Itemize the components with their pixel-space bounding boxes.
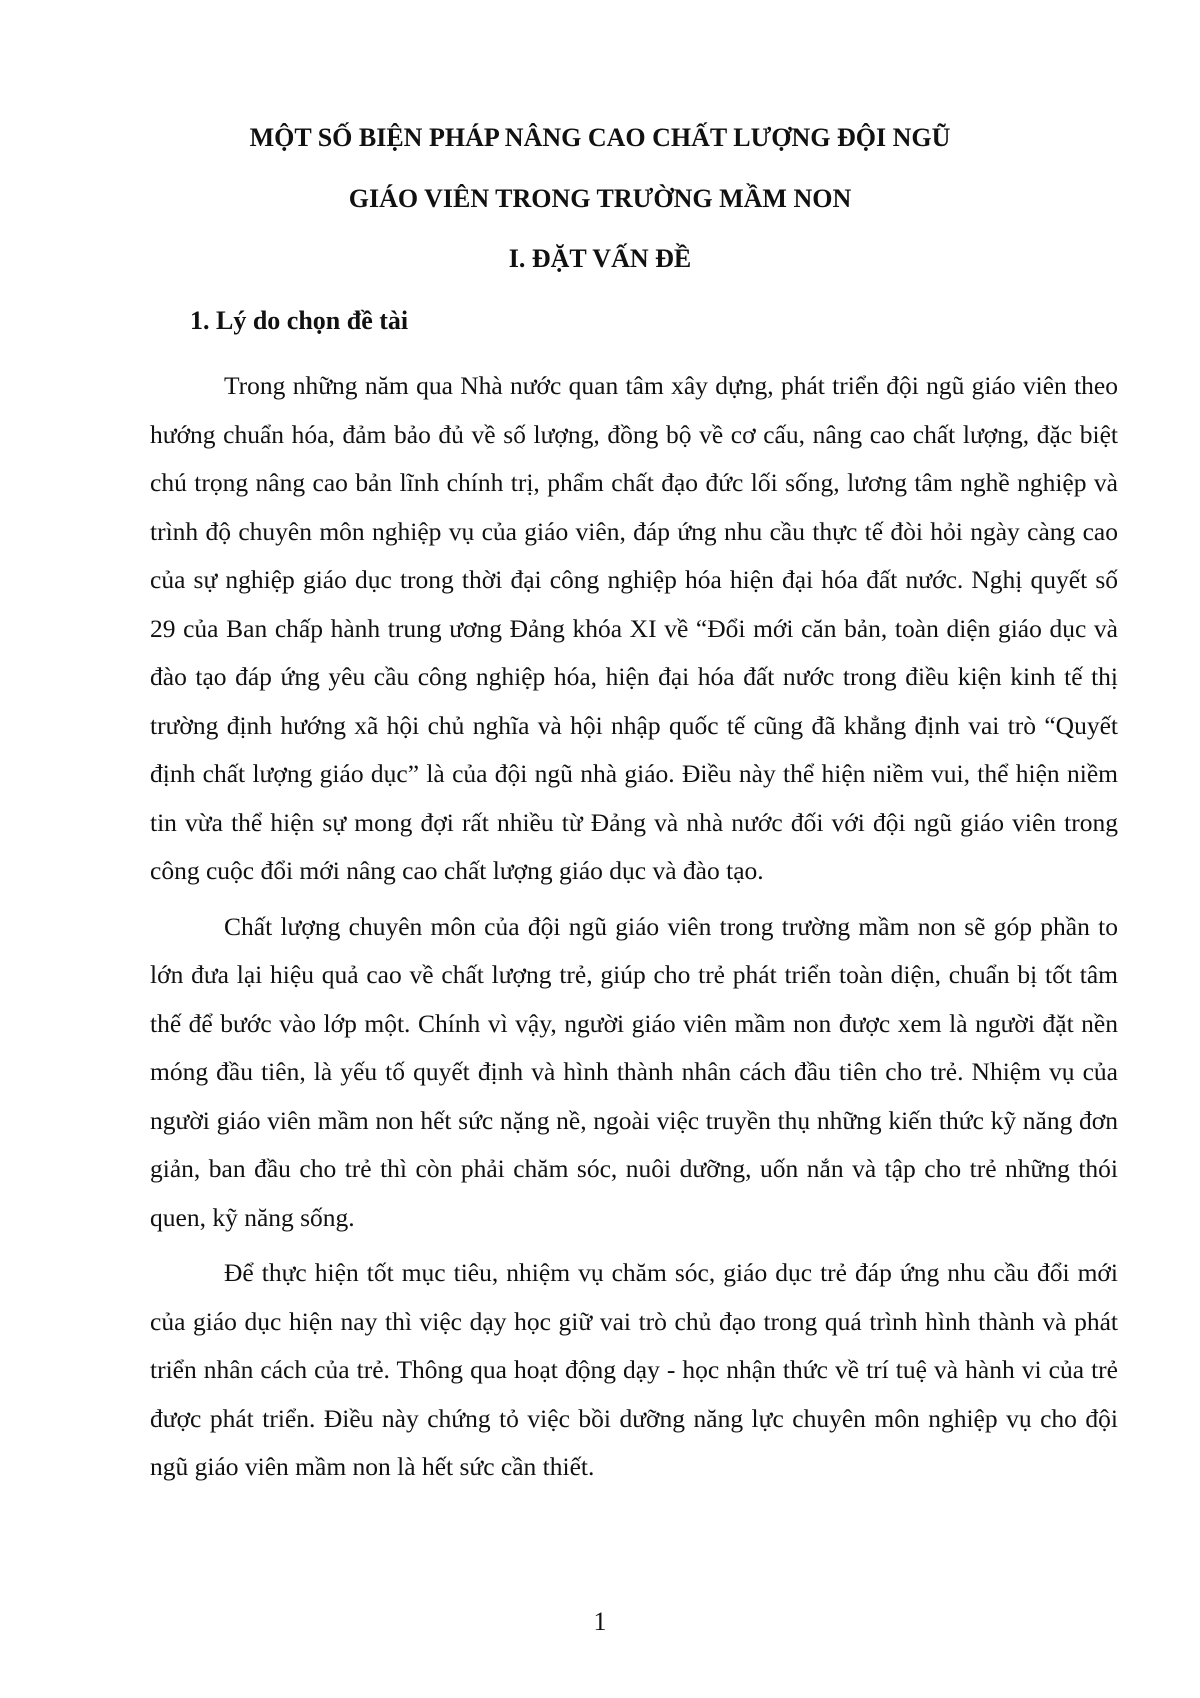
subsection-heading: 1. Lý do chọn đề tài <box>190 306 409 335</box>
section-heading: I. ĐẶT VẤN ĐỀ <box>508 244 692 273</box>
body-text <box>150 362 1118 1492</box>
document-title-line-1: MỘT SỐ BIỆN PHÁP NÂNG CAO CHẤT LƯỢNG ĐỘI NGŨ <box>249 123 951 152</box>
paragraph-1: Trong những năm qua Nhà nước quan tâm xây dựng, phát triển đội ngũ giáo viên theo hướng chuẩn hóa, đảm bảo đủ về số lượng, đồng bộ về cơ cấu, nâng cao chất lượng, đặc biệt chú trọng nâng cao bản lĩnh chính trị, phẩm chất đạo đức lối sống, lương tâm nghề nghiệp và trình độ chuyên môn nghiệp vụ của giáo viên, đáp ứng nhu cầu thực tế đòi hỏi ngày càng cao của sự nghiệp giáo dục trong thời đại công nghiệp hóa hiện đại hóa đất nước. Nghị quyết số 29 của Ban chấp hành trung ương Đảng khóa XI về “Đổi mới căn bản, toàn diện giáo dục và đào tạo đáp ứng yêu cầu công nghiệp hóa, hiện đại hóa đất nước trong điều kiện kinh tế thị trường định hướng xã hội chủ nghĩa và hội nhập quốc tế cũng đã khẳng định vai trò “Quyết định chất lượng giáo dục” là của đội ngũ nhà giáo. Điều này thể hiện niềm vui, thể hiện niềm tin vừa thể hiện sự mong đợi rất nhiều từ Đảng và nhà nước đối với đội ngũ giáo viên trong công cuộc đổi mới nâng cao chất lượng giáo dục và đào tạo. <box>150 371 1118 885</box>
document-title-line-2: GIÁO VIÊN TRONG TRƯỜNG MẦM NON <box>348 184 852 213</box>
paragraph-2: Chất lượng chuyên môn của đội ngũ giáo viên trong trường mầm non sẽ góp phần to lớn đưa lại hiệu quả cao về chất lượng trẻ, giúp cho trẻ phát triển toàn diện, chuẩn bị tốt tâm thế để bước vào lớp một. Chính vì vậy, người giáo viên mầm non được xem là người đặt nền móng đầu tiên, là yếu tố quyết định và hình thành nhân cách đầu tiên cho trẻ. Nhiệm vụ của người giáo viên mầm non hết sức nặng nề, ngoài việc truyền thụ những kiến thức kỹ năng đơn giản, ban đầu cho trẻ thì còn phải chăm sóc, nuôi dưỡng, uốn nắn và tập cho trẻ những thói quen, kỹ năng sống. <box>150 911 1118 1232</box>
paragraph-3: Để thực hiện tốt mục tiêu, nhiệm vụ chăm sóc, giáo dục trẻ đáp ứng nhu cầu đổi mới của giáo dục hiện nay thì việc dạy học giữ vai trò chủ đạo trong quá trình hình thành và phát triển nhân cách của trẻ. Thông qua hoạt động dạy - học nhận thức về trí tuệ và hành vi của trẻ được phát triển. Điều này chứng tỏ việc bồi dưỡng năng lực chuyên môn nghiệp vụ cho đội ngũ giáo viên mầm non là hết sức cần thiết. <box>150 1258 1118 1481</box>
page-number: 1 <box>593 1607 607 1636</box>
